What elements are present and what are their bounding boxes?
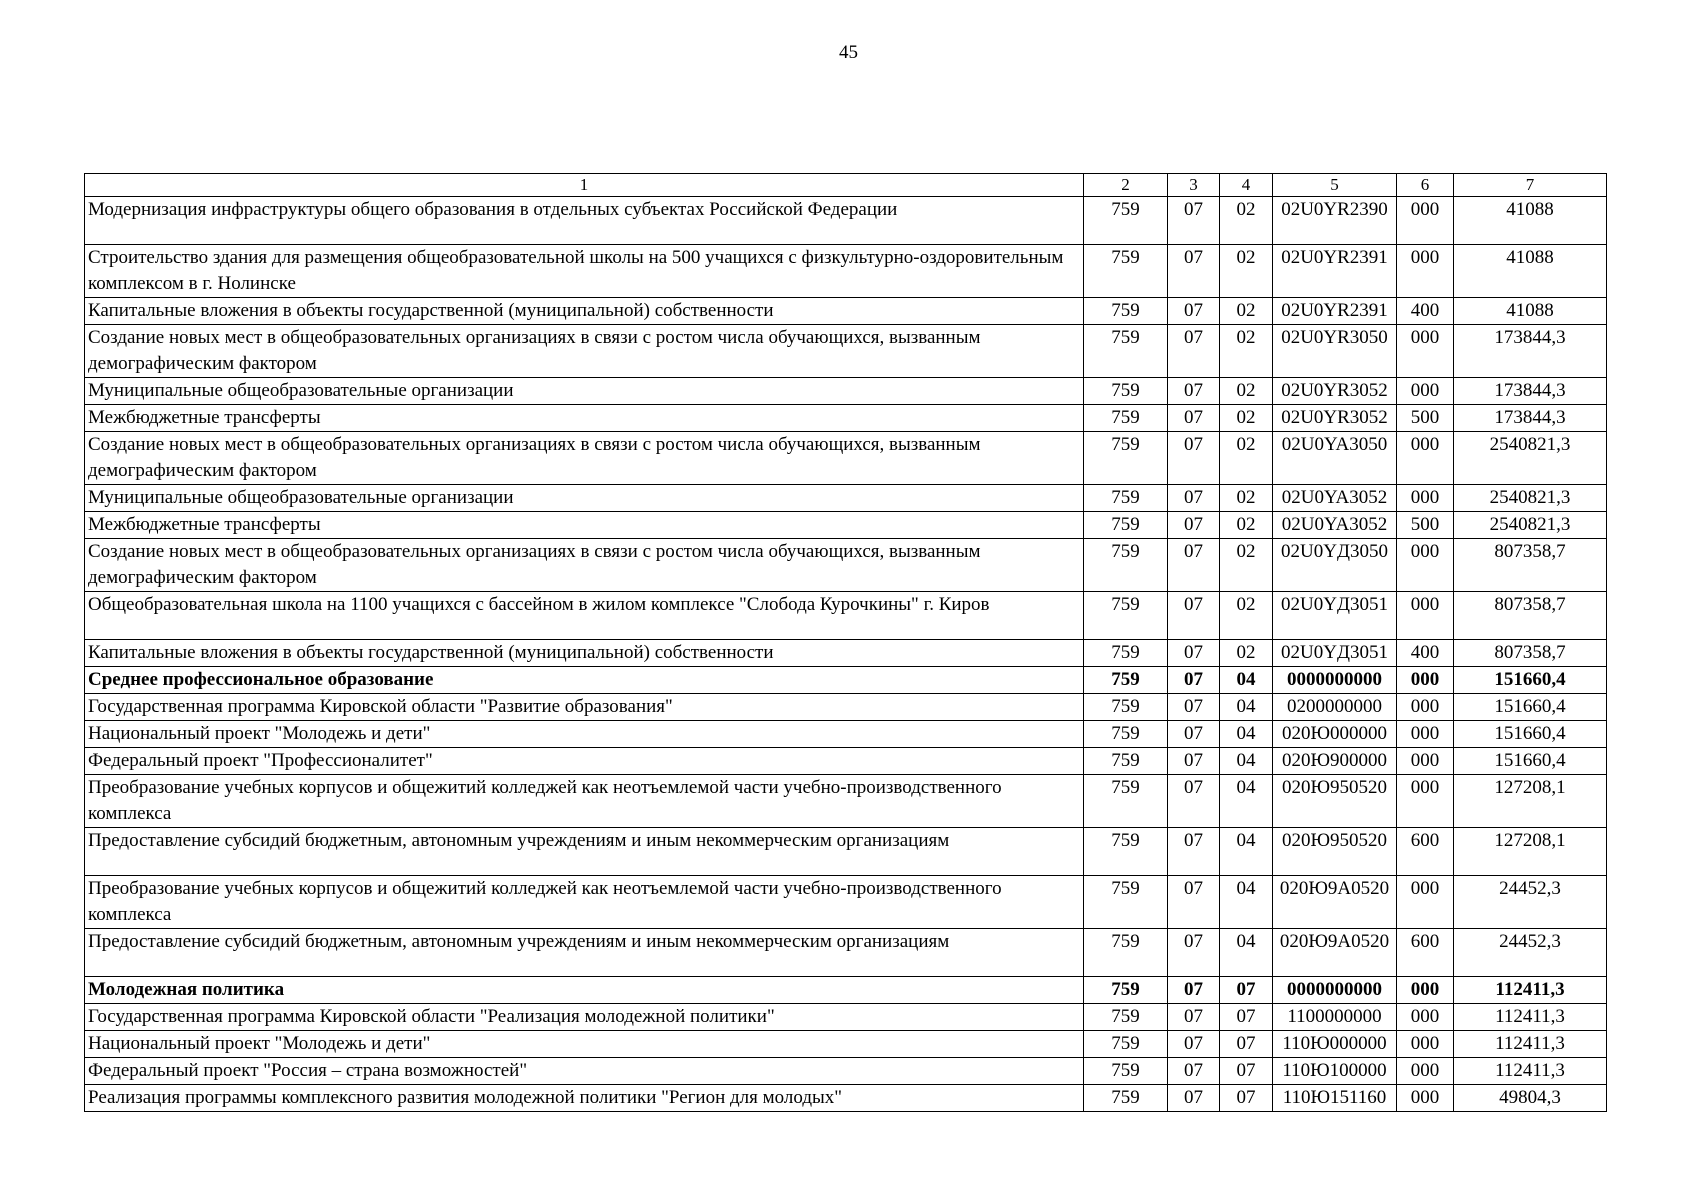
row-code-subsection-cell: 04 xyxy=(1220,775,1273,828)
row-expense-type-cell: 500 xyxy=(1397,405,1454,432)
row-amount-cell: 151660,4 xyxy=(1454,721,1607,748)
row-expense-type-cell: 000 xyxy=(1397,1004,1454,1031)
row-amount-cell: 24452,3 xyxy=(1454,929,1607,977)
row-code-subsection-cell: 07 xyxy=(1220,1058,1273,1085)
row-amount-cell: 173844,3 xyxy=(1454,325,1607,378)
row-code-subsection-cell: 04 xyxy=(1220,876,1273,929)
table-row xyxy=(85,485,1607,512)
table-row xyxy=(85,539,1607,592)
header-cell: 6 xyxy=(1397,174,1454,197)
row-amount-cell: 41088 xyxy=(1454,298,1607,325)
row-expense-type-cell: 000 xyxy=(1397,721,1454,748)
row-expense-type-cell: 600 xyxy=(1397,929,1454,977)
row-target-article-cell: 02U0YR3052 xyxy=(1273,405,1397,432)
row-expense-type-cell: 400 xyxy=(1397,298,1454,325)
row-code-section-cell: 07 xyxy=(1168,748,1220,775)
row-code-section-cell: 07 xyxy=(1168,432,1220,485)
row-code-subsection-cell: 07 xyxy=(1220,1004,1273,1031)
row-code-subsection-cell: 02 xyxy=(1220,325,1273,378)
row-code-subsection-cell: 02 xyxy=(1220,197,1273,245)
row-code-ministry-cell: 759 xyxy=(1084,245,1168,298)
row-code-ministry-cell: 759 xyxy=(1084,721,1168,748)
row-name-cell: Капитальные вложения в объекты государственной (муниципальной) собственности xyxy=(85,298,1084,325)
row-amount-cell: 173844,3 xyxy=(1454,405,1607,432)
row-code-ministry-cell: 759 xyxy=(1084,378,1168,405)
row-code-subsection-cell: 04 xyxy=(1220,694,1273,721)
row-code-section-cell: 07 xyxy=(1168,694,1220,721)
row-amount-cell: 2540821,3 xyxy=(1454,485,1607,512)
row-code-section-cell: 07 xyxy=(1168,539,1220,592)
row-code-subsection-cell: 02 xyxy=(1220,432,1273,485)
row-target-article-cell: 02U0YR3050 xyxy=(1273,325,1397,378)
row-code-section-cell: 07 xyxy=(1168,929,1220,977)
row-target-article-cell: 020Ю900000 xyxy=(1273,748,1397,775)
row-code-section-cell: 07 xyxy=(1168,828,1220,876)
row-amount-cell: 112411,3 xyxy=(1454,977,1607,1004)
row-code-ministry-cell: 759 xyxy=(1084,298,1168,325)
row-code-ministry-cell: 759 xyxy=(1084,512,1168,539)
row-name-cell: Федеральный проект "Россия – страна возможностей" xyxy=(85,1058,1084,1085)
row-amount-cell: 173844,3 xyxy=(1454,378,1607,405)
row-code-section-cell: 07 xyxy=(1168,325,1220,378)
row-name-cell: Создание новых мест в общеобразовательных организациях в связи с ростом числа обучающихся, вызванным демографическим фактором xyxy=(85,325,1084,378)
row-name-cell: Предоставление субсидий бюджетным, автономным учреждениям и иным некоммерческим организациям xyxy=(85,828,1084,876)
row-code-section-cell: 07 xyxy=(1168,1058,1220,1085)
table-row xyxy=(85,828,1607,876)
row-target-article-cell: 0200000000 xyxy=(1273,694,1397,721)
row-expense-type-cell: 000 xyxy=(1397,694,1454,721)
row-expense-type-cell: 000 xyxy=(1397,876,1454,929)
table-row xyxy=(85,721,1607,748)
row-expense-type-cell: 000 xyxy=(1397,1085,1454,1112)
row-code-subsection-cell: 02 xyxy=(1220,245,1273,298)
row-target-article-cell: 020Ю9A0520 xyxy=(1273,929,1397,977)
table-row xyxy=(85,592,1607,640)
row-expense-type-cell: 000 xyxy=(1397,1058,1454,1085)
header-cell: 7 xyxy=(1454,174,1607,197)
row-code-subsection-cell: 04 xyxy=(1220,748,1273,775)
row-target-article-cell: 110Ю151160 xyxy=(1273,1085,1397,1112)
row-code-ministry-cell: 759 xyxy=(1084,667,1168,694)
row-code-ministry-cell: 759 xyxy=(1084,694,1168,721)
row-code-section-cell: 07 xyxy=(1168,378,1220,405)
row-target-article-cell: 020Ю9A0520 xyxy=(1273,876,1397,929)
row-code-ministry-cell: 759 xyxy=(1084,1031,1168,1058)
table-row xyxy=(85,694,1607,721)
header-cell: 4 xyxy=(1220,174,1273,197)
row-target-article-cell: 02U0YR2391 xyxy=(1273,298,1397,325)
row-name-cell: Государственная программа Кировской области "Реализация молодежной политики" xyxy=(85,1004,1084,1031)
table-row xyxy=(85,876,1607,929)
row-target-article-cell: 0000000000 xyxy=(1273,667,1397,694)
table-row xyxy=(85,325,1607,378)
row-expense-type-cell: 000 xyxy=(1397,748,1454,775)
row-expense-type-cell: 000 xyxy=(1397,539,1454,592)
table-row xyxy=(85,378,1607,405)
row-code-section-cell: 07 xyxy=(1168,197,1220,245)
row-amount-cell: 151660,4 xyxy=(1454,748,1607,775)
row-expense-type-cell: 000 xyxy=(1397,325,1454,378)
row-target-article-cell: 020Ю950520 xyxy=(1273,828,1397,876)
row-name-cell: Федеральный проект "Профессионалитет" xyxy=(85,748,1084,775)
row-expense-type-cell: 000 xyxy=(1397,977,1454,1004)
row-code-ministry-cell: 759 xyxy=(1084,1058,1168,1085)
table-header-row xyxy=(85,174,1607,197)
table-row xyxy=(85,512,1607,539)
row-target-article-cell: 02U0YR2391 xyxy=(1273,245,1397,298)
row-expense-type-cell: 000 xyxy=(1397,775,1454,828)
row-code-subsection-cell: 07 xyxy=(1220,1031,1273,1058)
row-code-section-cell: 07 xyxy=(1168,1004,1220,1031)
row-code-section-cell: 07 xyxy=(1168,775,1220,828)
row-amount-cell: 807358,7 xyxy=(1454,592,1607,640)
row-code-ministry-cell: 759 xyxy=(1084,539,1168,592)
row-name-cell: Муниципальные общеобразовательные организации xyxy=(85,378,1084,405)
row-code-section-cell: 07 xyxy=(1168,512,1220,539)
row-code-subsection-cell: 02 xyxy=(1220,640,1273,667)
row-code-section-cell: 07 xyxy=(1168,876,1220,929)
row-expense-type-cell: 600 xyxy=(1397,828,1454,876)
table-row xyxy=(85,977,1607,1004)
row-code-subsection-cell: 07 xyxy=(1220,1085,1273,1112)
table-row xyxy=(85,1004,1607,1031)
row-code-section-cell: 07 xyxy=(1168,298,1220,325)
row-code-section-cell: 07 xyxy=(1168,640,1220,667)
row-code-subsection-cell: 04 xyxy=(1220,828,1273,876)
row-amount-cell: 112411,3 xyxy=(1454,1058,1607,1085)
row-amount-cell: 151660,4 xyxy=(1454,694,1607,721)
row-code-section-cell: 07 xyxy=(1168,405,1220,432)
table-row xyxy=(85,1085,1607,1112)
row-expense-type-cell: 400 xyxy=(1397,640,1454,667)
row-target-article-cell: 02U0YA3050 xyxy=(1273,432,1397,485)
row-name-cell: Молодежная политика xyxy=(85,977,1084,1004)
row-code-subsection-cell: 02 xyxy=(1220,298,1273,325)
row-code-ministry-cell: 759 xyxy=(1084,977,1168,1004)
row-amount-cell: 24452,3 xyxy=(1454,876,1607,929)
row-code-subsection-cell: 02 xyxy=(1220,512,1273,539)
table-row xyxy=(85,667,1607,694)
row-amount-cell: 2540821,3 xyxy=(1454,512,1607,539)
row-name-cell: Межбюджетные трансферты xyxy=(85,512,1084,539)
row-code-ministry-cell: 759 xyxy=(1084,432,1168,485)
header-cell: 3 xyxy=(1168,174,1220,197)
row-code-ministry-cell: 759 xyxy=(1084,485,1168,512)
row-code-ministry-cell: 759 xyxy=(1084,929,1168,977)
table-row xyxy=(85,1058,1607,1085)
row-code-ministry-cell: 759 xyxy=(1084,405,1168,432)
row-amount-cell: 127208,1 xyxy=(1454,828,1607,876)
row-amount-cell: 807358,7 xyxy=(1454,539,1607,592)
table-row xyxy=(85,748,1607,775)
row-code-ministry-cell: 759 xyxy=(1084,592,1168,640)
page-number: 45 xyxy=(839,42,858,63)
row-name-cell: Преобразование учебных корпусов и общежитий колледжей как неотъемлемой части учебно-производственного комплекса xyxy=(85,876,1084,929)
row-target-article-cell: 02U0YR2390 xyxy=(1273,197,1397,245)
table-row xyxy=(85,432,1607,485)
row-name-cell: Государственная программа Кировской области "Развитие образования" xyxy=(85,694,1084,721)
table-row xyxy=(85,640,1607,667)
table-row xyxy=(85,405,1607,432)
row-target-article-cell: 020Ю000000 xyxy=(1273,721,1397,748)
row-name-cell: Муниципальные общеобразовательные организации xyxy=(85,485,1084,512)
row-code-section-cell: 07 xyxy=(1168,721,1220,748)
row-target-article-cell: 02U0YA3052 xyxy=(1273,485,1397,512)
row-code-section-cell: 07 xyxy=(1168,485,1220,512)
row-expense-type-cell: 500 xyxy=(1397,512,1454,539)
row-target-article-cell: 02U0YД3051 xyxy=(1273,592,1397,640)
row-name-cell: Национальный проект "Молодежь и дети" xyxy=(85,1031,1084,1058)
row-code-subsection-cell: 07 xyxy=(1220,977,1273,1004)
row-amount-cell: 2540821,3 xyxy=(1454,432,1607,485)
row-target-article-cell: 0000000000 xyxy=(1273,977,1397,1004)
row-code-subsection-cell: 02 xyxy=(1220,592,1273,640)
row-amount-cell: 112411,3 xyxy=(1454,1031,1607,1058)
row-code-section-cell: 07 xyxy=(1168,1085,1220,1112)
row-target-article-cell: 02U0YA3052 xyxy=(1273,512,1397,539)
row-target-article-cell: 020Ю950520 xyxy=(1273,775,1397,828)
row-code-ministry-cell: 759 xyxy=(1084,876,1168,929)
row-amount-cell: 112411,3 xyxy=(1454,1004,1607,1031)
row-code-ministry-cell: 759 xyxy=(1084,325,1168,378)
row-target-article-cell: 02U0YД3050 xyxy=(1273,539,1397,592)
row-amount-cell: 151660,4 xyxy=(1454,667,1607,694)
table-row xyxy=(85,197,1607,245)
row-expense-type-cell: 000 xyxy=(1397,592,1454,640)
table-row xyxy=(85,245,1607,298)
header-cell: 5 xyxy=(1273,174,1397,197)
row-code-ministry-cell: 759 xyxy=(1084,748,1168,775)
table-row xyxy=(85,929,1607,977)
row-amount-cell: 127208,1 xyxy=(1454,775,1607,828)
row-name-cell: Создание новых мест в общеобразовательных организациях в связи с ростом числа обучающихся, вызванным демографическим фактором xyxy=(85,432,1084,485)
table-row xyxy=(85,1031,1607,1058)
row-code-section-cell: 07 xyxy=(1168,245,1220,298)
row-code-section-cell: 07 xyxy=(1168,977,1220,1004)
row-name-cell: Общеобразовательная школа на 1100 учащихся с бассейном в жилом комплексе "Слобода Курочкины" г. Киров xyxy=(85,592,1084,640)
row-code-section-cell: 07 xyxy=(1168,667,1220,694)
row-name-cell: Преобразование учебных корпусов и общежитий колледжей как неотъемлемой части учебно-производственного комплекса xyxy=(85,775,1084,828)
row-code-subsection-cell: 04 xyxy=(1220,721,1273,748)
row-expense-type-cell: 000 xyxy=(1397,432,1454,485)
row-expense-type-cell: 000 xyxy=(1397,245,1454,298)
row-name-cell: Создание новых мест в общеобразовательных организациях в связи с ростом числа обучающихся, вызванным демографическим фактором xyxy=(85,539,1084,592)
row-target-article-cell: 1100000000 xyxy=(1273,1004,1397,1031)
row-target-article-cell: 110Ю100000 xyxy=(1273,1058,1397,1085)
table-row xyxy=(85,775,1607,828)
row-name-cell: Среднее профессиональное образование xyxy=(85,667,1084,694)
row-code-subsection-cell: 02 xyxy=(1220,378,1273,405)
row-target-article-cell: 02U0YД3051 xyxy=(1273,640,1397,667)
row-code-ministry-cell: 759 xyxy=(1084,640,1168,667)
row-code-section-cell: 07 xyxy=(1168,592,1220,640)
row-target-article-cell: 02U0YR3052 xyxy=(1273,378,1397,405)
row-code-subsection-cell: 02 xyxy=(1220,405,1273,432)
table-row xyxy=(85,298,1607,325)
row-code-ministry-cell: 759 xyxy=(1084,1004,1168,1031)
row-amount-cell: 49804,3 xyxy=(1454,1085,1607,1112)
row-code-ministry-cell: 759 xyxy=(1084,1085,1168,1112)
row-name-cell: Межбюджетные трансферты xyxy=(85,405,1084,432)
row-amount-cell: 41088 xyxy=(1454,245,1607,298)
header-cell: 1 xyxy=(85,174,1084,197)
row-code-subsection-cell: 02 xyxy=(1220,539,1273,592)
row-name-cell: Капитальные вложения в объекты государственной (муниципальной) собственности xyxy=(85,640,1084,667)
row-expense-type-cell: 000 xyxy=(1397,485,1454,512)
row-code-subsection-cell: 04 xyxy=(1220,667,1273,694)
row-expense-type-cell: 000 xyxy=(1397,197,1454,245)
row-name-cell: Предоставление субсидий бюджетным, автономным учреждениям и иным некоммерческим организациям xyxy=(85,929,1084,977)
row-code-ministry-cell: 759 xyxy=(1084,828,1168,876)
row-amount-cell: 807358,7 xyxy=(1454,640,1607,667)
row-amount-cell: 41088 xyxy=(1454,197,1607,245)
row-code-section-cell: 07 xyxy=(1168,1031,1220,1058)
row-target-article-cell: 110Ю000000 xyxy=(1273,1031,1397,1058)
row-name-cell: Национальный проект "Молодежь и дети" xyxy=(85,721,1084,748)
budget-table xyxy=(84,173,1607,1112)
row-expense-type-cell: 000 xyxy=(1397,378,1454,405)
header-cell: 2 xyxy=(1084,174,1168,197)
row-code-subsection-cell: 02 xyxy=(1220,485,1273,512)
row-expense-type-cell: 000 xyxy=(1397,667,1454,694)
row-name-cell: Реализация программы комплексного развития молодежной политики "Регион для молодых" xyxy=(85,1085,1084,1112)
row-code-subsection-cell: 04 xyxy=(1220,929,1273,977)
row-name-cell: Модернизация инфраструктуры общего образования в отдельных субъектах Российской Федерации xyxy=(85,197,1084,245)
row-code-ministry-cell: 759 xyxy=(1084,775,1168,828)
row-name-cell: Строительство здания для размещения общеобразовательной школы на 500 учащихся с физкультурно-оздоровительным комплексом в г. Нолинске xyxy=(85,245,1084,298)
row-expense-type-cell: 000 xyxy=(1397,1031,1454,1058)
row-code-ministry-cell: 759 xyxy=(1084,197,1168,245)
